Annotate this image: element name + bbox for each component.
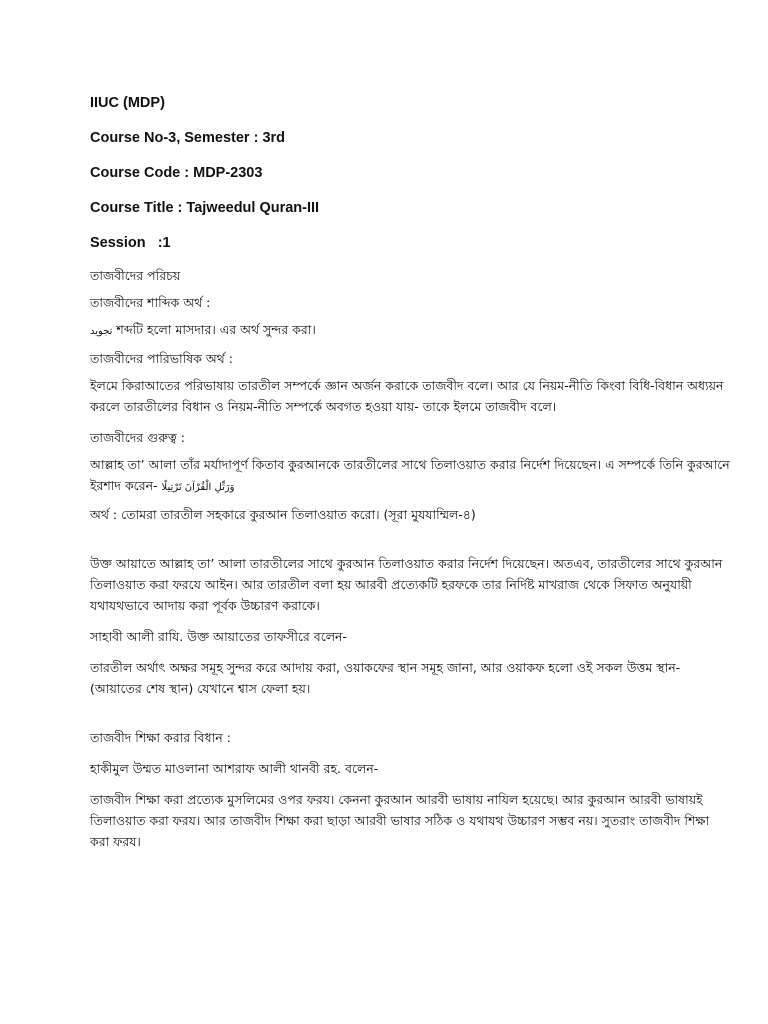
arabic-tajweed-word: تجويد (90, 326, 113, 337)
arabic-verse: وَرَتِّلِ الْقُرْآنَ تَرْتِيلًا (161, 482, 235, 493)
course-title-heading: Course Title : Tajweedul Quran-III (90, 200, 320, 216)
technical-meaning-heading: তাজবীদের পারিভাষিক অর্থ : (90, 351, 233, 366)
literal-meaning-text: শব্দটি হলো মাসদার। এর অর্থ সুন্দর করা। (116, 322, 316, 337)
institution-heading: IIUC (MDP) (90, 95, 165, 111)
importance-heading: তাজবীদের গুরুত্ব : (90, 430, 185, 445)
document-page (90, 93, 730, 862)
course-number-heading: Course No-3, Semester : 3rd (90, 130, 286, 146)
tartil-definition-paragraph: তারতীল অর্থাৎ অক্ষর সমূহ সুন্দর করে আদায় করা, ওয়াকফের স্থান সমূহ জানা, আর ওয়াকফ হলো ওই সকল উত্তম স্থান- (আয়াতের শেষ স্থান) যেখানে শ্বাস ফেলা হয়। (90, 660, 681, 696)
spacer (90, 535, 730, 553)
importance-paragraph (90, 454, 730, 498)
technical-meaning-paragraph: ইলমে কিরাআতের পরিভাষায় তারতীল সম্পর্কে জ্ঞান অর্জন করাকে তাজবীদ বলে। আর যে নিয়ম-নীতি কিংবা বিধি-বিধান অধ্যয়ন করলে তারতীলের বিধান ও নিয়ম-নীতি সম্পর্কে অবগত হওয়া যায়- তাকে ইলমে তাজবীদ বলে। (90, 378, 724, 414)
ruling-heading: তাজবীদ শিক্ষা করার বিধান : (90, 730, 231, 745)
course-code-heading: Course Code : MDP-2303 (90, 165, 263, 181)
spacer (90, 709, 730, 727)
literal-meaning-paragraph (90, 319, 730, 342)
ruling-paragraph: তাজবীদ শিক্ষা করা প্রত্যেক মুসলিমের ওপর ফরয। কেননা কুরআন আরবী ভাষায় নাযিল হয়েছে। আর কুরআন আরবী ভাষায়ই তিলাওয়াত করা ফরয। আর তাজবীদ শিক্ষা করা ছাড়া আরবী ভাষার সঠিক ও যথাযথ উচ্চারণ সম্ভব নয়। সুতরাং তাজবীদ শিক্ষা করা ফরয। (90, 792, 710, 849)
session-heading: Session :1 (90, 235, 171, 251)
hakimul-quote-intro: হাকীমুল উম্মত মাওলানা আশরাফ আলী থানবী রহ. বলেন- (90, 761, 379, 776)
importance-text: আল্লাহ তা’ আলা তাঁর মর্যাদাপূর্ণ কিতাব কুরআনকে তারতীলের সাথে তিলাওয়াত করার নির্দেশ দিয়েছেন। এ সম্পর্কে তিনি কুরআনে ইরশাদ করেন- (90, 457, 730, 493)
verse-meaning-paragraph: অর্থ : তোমরা তারতীল সহকারে কুরআন তিলাওয়াত করো। (সূরা মুযযাম্মিল-৪) (90, 507, 476, 522)
verse-explanation-paragraph: উক্ত আয়াতে আল্লাহ তা’ আলা তারতীলের সাথে কুরআন তিলাওয়াত করার নির্দেশ দিয়েছেন। অতএব, তারতীলের সাথে কুরআন তিলাওয়াত করা ফরযে আইন। আর তারতীল বলা হয় আরবী প্রত্যেকটি হরফকে তার নির্দিষ্ট মাখরাজ থেকে সিফাত অনুযায়ী যথাযথভাবে আদায় করা পূর্বক উচ্চারণ করাকে। (90, 556, 723, 613)
literal-meaning-heading: তাজবীদের শাব্দিক অর্থ : (90, 295, 211, 310)
intro-heading: তাজবীদের পরিচয় (90, 268, 181, 283)
sahabi-quote-intro: সাহাবী আলী রাযি. উক্ত আয়াতের তাফসীরে বলেন- (90, 629, 348, 644)
